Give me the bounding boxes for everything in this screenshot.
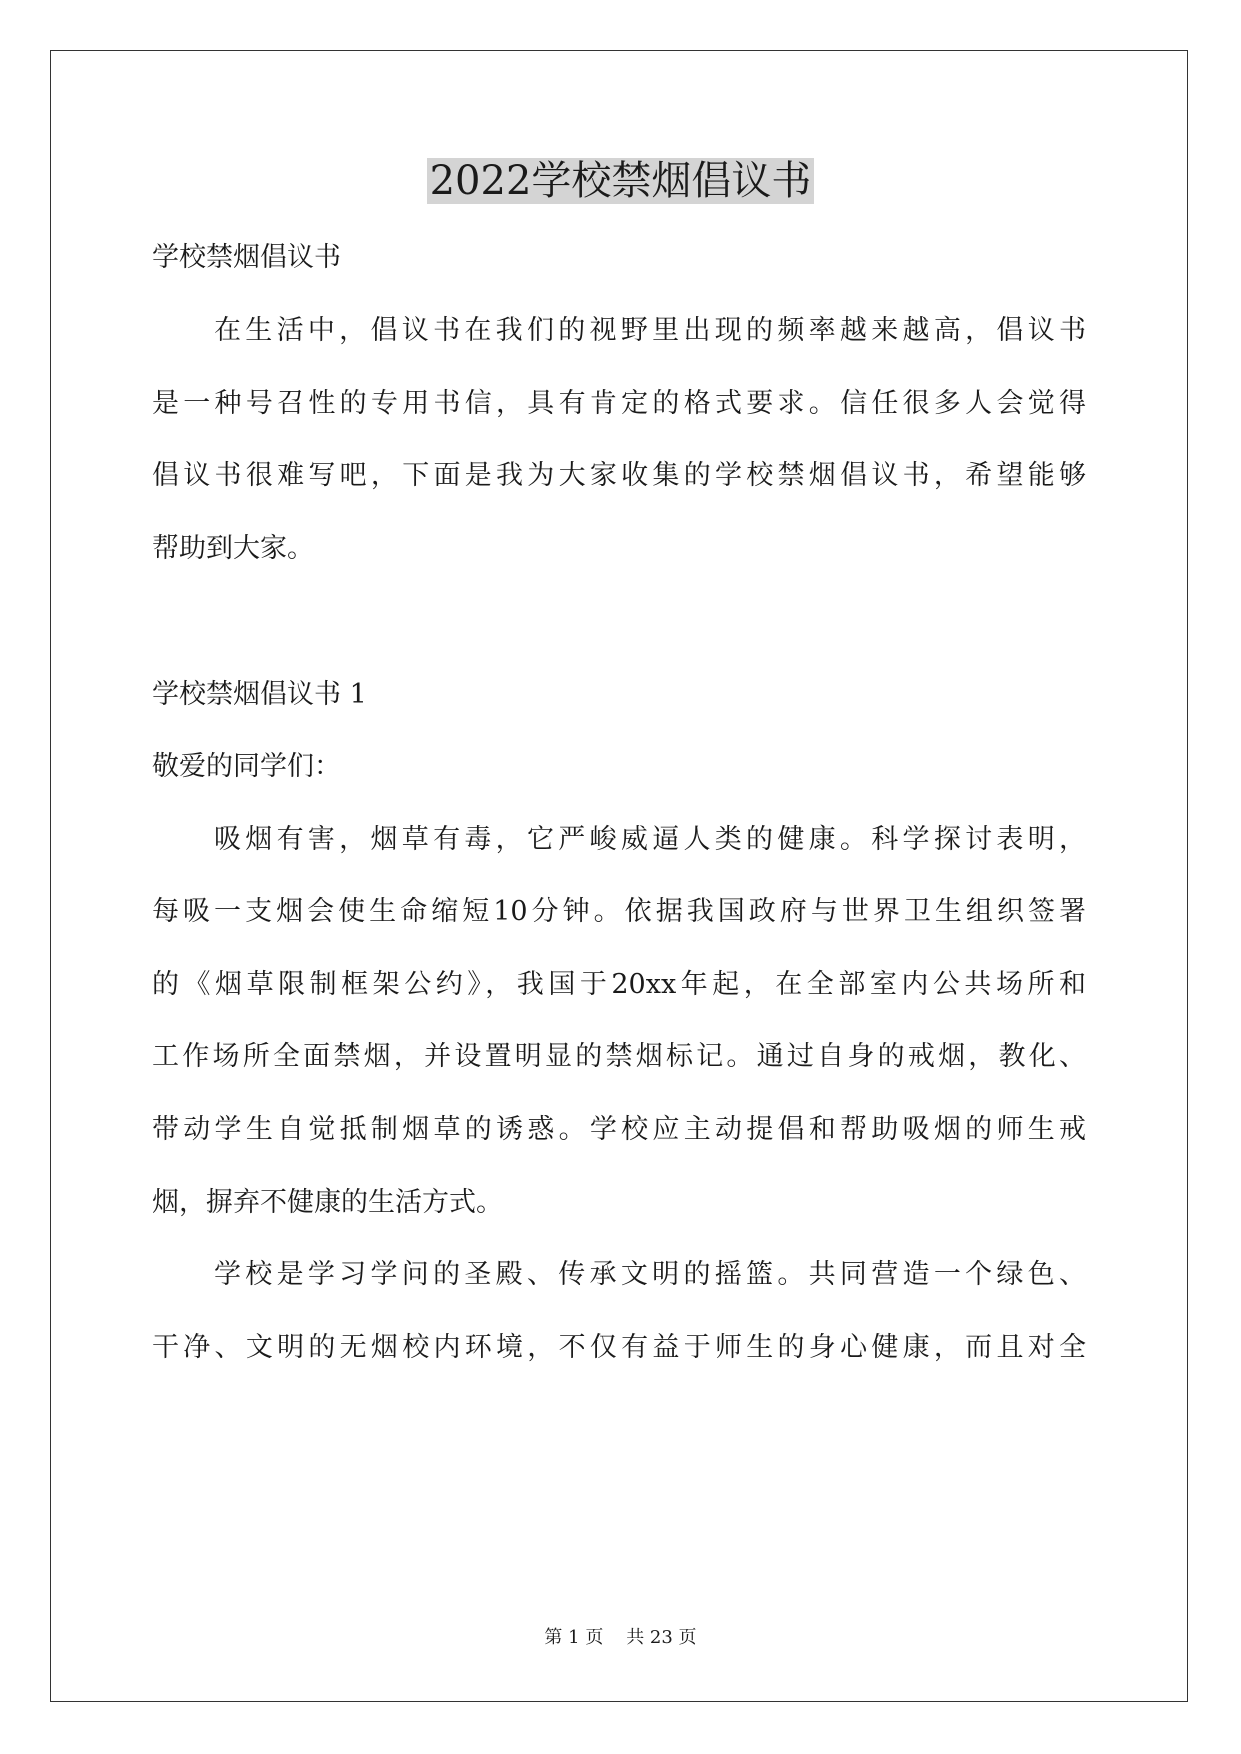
body-line: 烟，摒弃不健康的生活方式。 <box>152 1187 503 1218</box>
title-text: 2022学校禁烟倡议书 <box>427 158 815 204</box>
section-heading: 学校禁烟倡议书 1 <box>152 679 367 710</box>
page-number: 第 1 页 共 23 页 <box>544 1627 697 1648</box>
body-line: 学校是学习学问的圣殿、传承文明的摇篮。共同营造一个绿色、 <box>214 1259 1086 1290</box>
subtitle: 学校禁烟倡议书 <box>152 242 341 273</box>
intro-line: 倡议书很难写吧，下面是我为大家收集的学校禁烟倡议书，希望能够 <box>152 460 1086 491</box>
body-line: 吸烟有害，烟草有毒，它严峻威逼人类的健康。科学探讨表明， <box>214 824 1086 855</box>
document-title <box>0 153 1241 209</box>
intro-line: 帮助到大家。 <box>152 533 314 564</box>
body-line: 每吸一支烟会使生命缩短10分钟。依据我国政府与世界卫生组织签署 <box>152 896 1086 927</box>
body-line: 带动学生自觉抵制烟草的诱惑。学校应主动提倡和帮助吸烟的师生戒 <box>152 1114 1086 1145</box>
intro-line: 在生活中，倡议书在我们的视野里出现的频率越来越高，倡议书 <box>214 315 1086 346</box>
salutation: 敬爱的同学们： <box>152 751 341 782</box>
intro-line: 是一种号召性的专用书信，具有肯定的格式要求。信任很多人会觉得 <box>152 388 1086 419</box>
page-border <box>50 50 1188 1702</box>
body-line: 工作场所全面禁烟，并设置明显的禁烟标记。通过自身的戒烟，教化、 <box>152 1041 1086 1072</box>
body-line: 的《烟草限制框架公约》，我国于20xx年起，在全部室内公共场所和 <box>152 969 1086 1000</box>
body-line: 干净、文明的无烟校内环境，不仅有益于师生的身心健康，而且对全 <box>152 1332 1086 1363</box>
